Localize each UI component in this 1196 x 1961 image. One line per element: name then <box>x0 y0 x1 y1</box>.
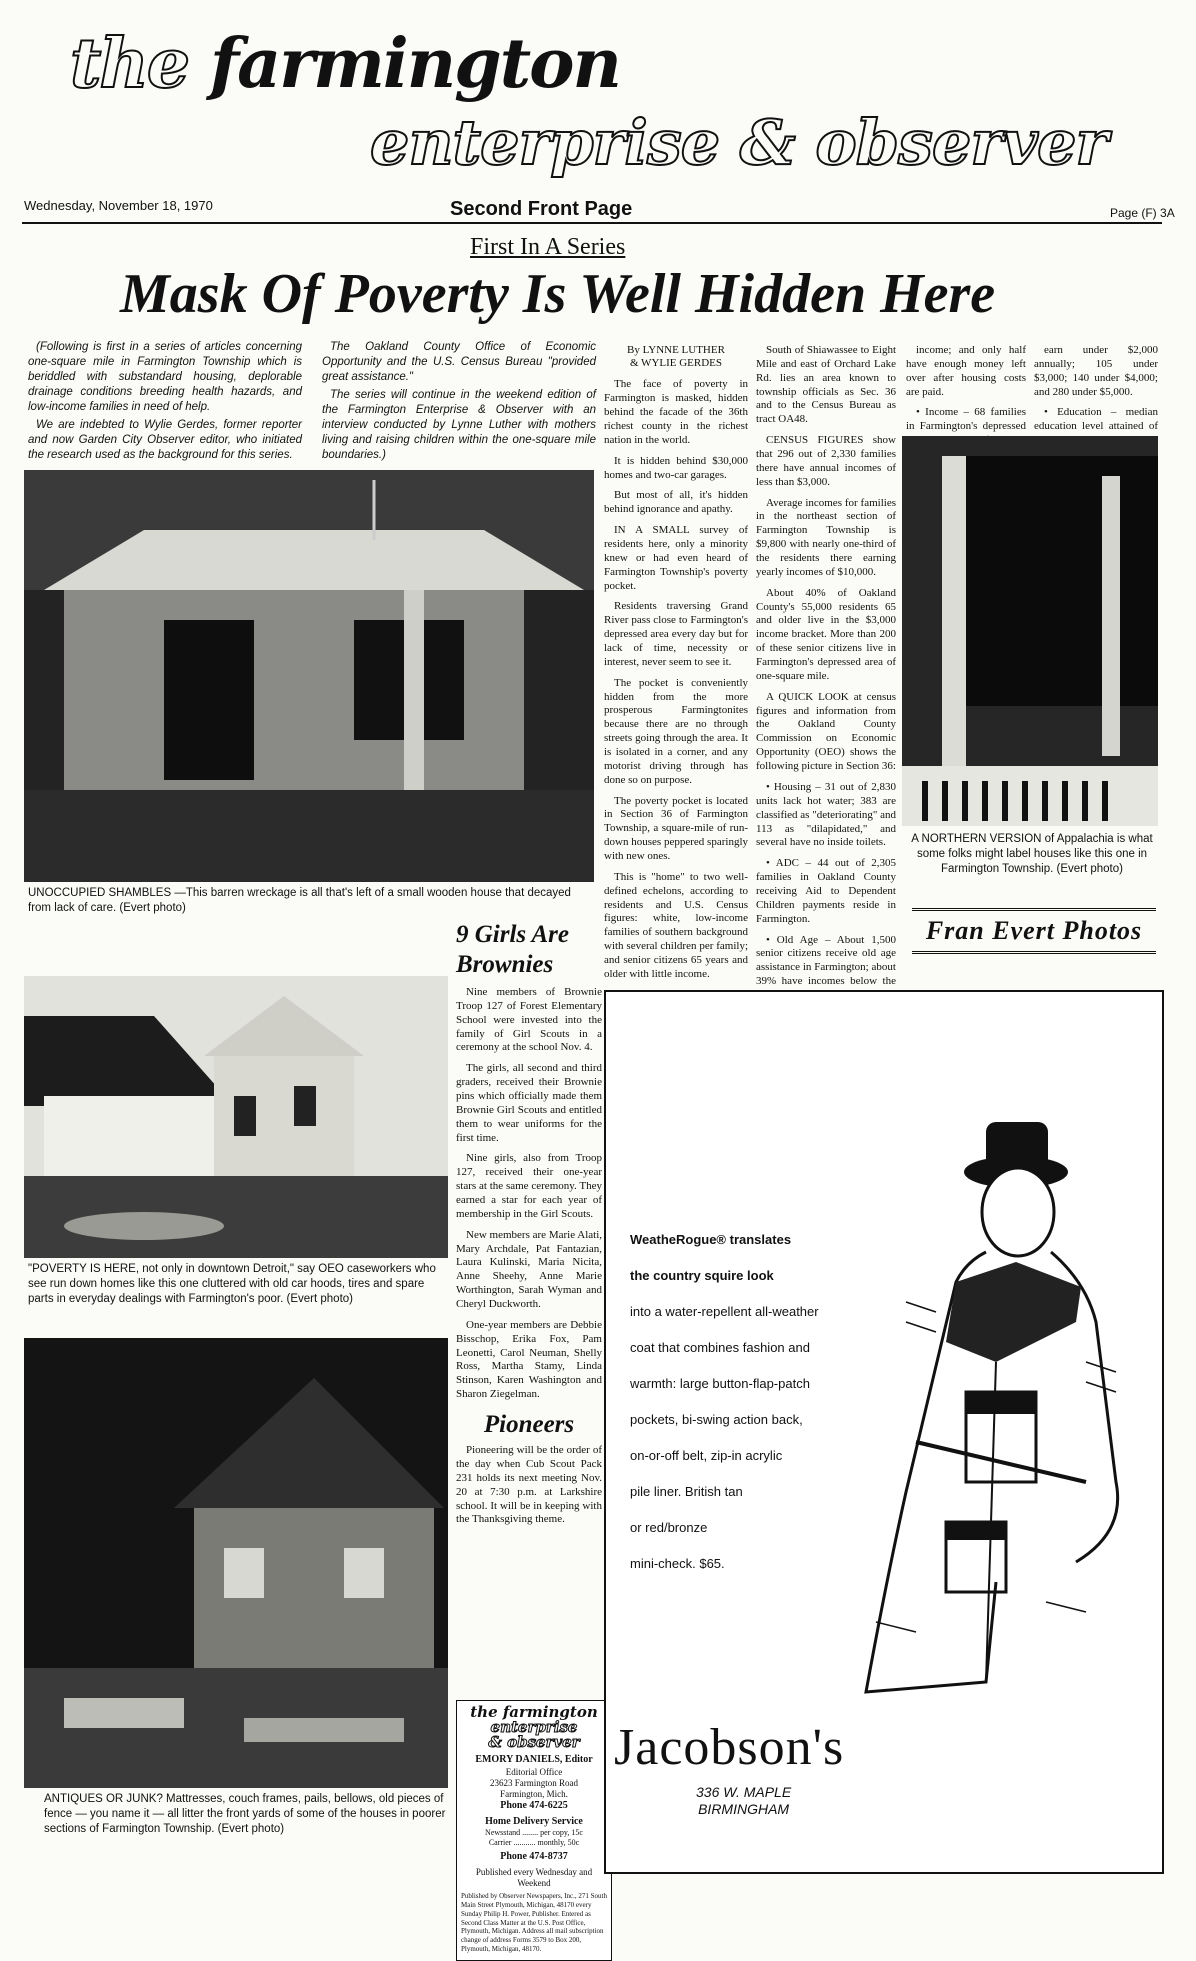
story-headline: Mask Of Poverty Is Well Hidden Here <box>120 263 996 325</box>
intro-paragraph: We are indebted to Wylie Gerdes, former reporter and now Garden City Observer editor, who initiated the research used as the background for this series. <box>28 418 302 461</box>
jacobsons-ad <box>604 990 1164 1874</box>
brownies-paragraph: The girls, all second and third graders, received their Brownie pins which officially made them Brownie Girl Scouts and entitled them to wear uniforms for the first time. <box>456 1062 602 1144</box>
ad-address-line: BIRMINGHAM <box>698 1800 790 1817</box>
story-paragraph: • Income – 68 families in Farmington's depressed <box>906 406 1026 433</box>
pioneers-headline: Pioneers <box>483 1411 575 1439</box>
story-paragraph: • Housing – 31 out of 2,830 units lack hot water; 383 are classified as "deteriorating" and 113 as "dilapidated," and several have no inside toilets. <box>756 780 897 849</box>
ad-copy-line: the country squire look <box>630 1268 774 1283</box>
intro-paragraph: (Following is first in a series of articles concerning one-square mile in Farmington Township which is beriddled with substandard housing, deplorable drainage conditions breeding health hazards, and low-income families in need of help. <box>28 341 302 413</box>
brownies-article <box>456 920 602 1534</box>
intro-paragraph: The series will continue in the weekend edition of the Farmington Enterprise & Observer with an interview conducted by Lynne Luther with mothers living and raising children within the one-square mile boundaries.) <box>322 388 596 461</box>
photo-unoccupied-shack <box>24 470 594 882</box>
mini-logo-line: the farmington <box>470 1703 598 1721</box>
byline-line: By LYNNE LUTHER <box>627 344 725 356</box>
staff-office: Editorial Office <box>505 1766 563 1777</box>
staff-fineprint: Published by Observer Newspapers, Inc., 271 South Main Street Plymouth, Michigan, 48170 every Sunday Philip H. Power, Publisher. Entered as Second Class Matter at the U.S. Post Office, Plymouth, Michigan. Address all mail subscription change of address Forms 3579 to Box 200, Plymouth, Michigan, 48170. <box>461 1892 608 1953</box>
masthead-line2: enterprise & observer <box>370 106 1108 179</box>
story-paragraph: About 40% of Oakland County's 55,000 residents 65 and older live in the $3,000 income bracket. More than 200 of these senior citizens live in Farmington's depressed area of one-square mile. <box>756 586 896 682</box>
staff-editor: EMORY DANIELS, Editor <box>475 1754 593 1765</box>
photo-antiques-or-junk <box>24 1338 448 1788</box>
story-paragraph: • Old Age – About 1,500 senior citizens receive old age assistance in Farmington; about 39% have incomes below the <box>756 933 896 988</box>
staff-phone: Phone 474-6225 <box>500 1800 568 1812</box>
ad-copy-line: or red/bronze <box>630 1520 708 1535</box>
masthead-farmington: farmington <box>209 24 620 104</box>
staff-rate: Newsstand ........ per copy, 15c <box>485 1828 583 1838</box>
staff-published: Published every Wednesday and Weekend <box>475 1866 593 1888</box>
intro-column-2 <box>322 340 596 466</box>
ad-copy-line: into a water-repellent all-weather <box>630 1304 819 1319</box>
masthead-the: the <box>70 24 189 104</box>
story-paragraph: IN A SMALL survey of residents here, only a minority knew or had even heard of Farmington Township's poverty pocket. <box>604 524 748 592</box>
header-rule <box>22 222 1162 224</box>
ad-copy-line: pockets, bi-swing action back, <box>630 1412 803 1427</box>
story-paragraph: Residents traversing Grand River pass close to Farmington's depressed area every day but for lack of time, necessity or interest, never seem to see it. <box>604 600 748 668</box>
photo-cluttered-house <box>24 976 448 1258</box>
story-paragraph: The pocket is conveniently hidden from the more prosperous Farmingtonites because there are no through streets going through the area. It is isolated in a corner, and any motorist driving through has done so on purpose. <box>604 676 748 786</box>
story-paragraph: South of Shiawassee to Eight Mile and east of Orchard Lake Rd. lies an area known to township officials as Sec. 36 and to the Census Bureau as tract OA48. <box>756 344 896 426</box>
brownies-headline-2: Brownies <box>456 951 554 978</box>
brownies-paragraph: Nine members of Brownie Troop 127 of Forest Elementary School were invested into the family of Girl Scouts in a ceremony at the school Nov. 4. <box>456 986 602 1054</box>
intro-column-1 <box>28 340 302 466</box>
staff-address: 23623 Farmington Road <box>490 1777 578 1788</box>
issue-date: Wednesday, November 18, 1970 <box>24 198 213 213</box>
ad-store-name: Jacobson's <box>614 1719 845 1776</box>
story-paragraph: A QUICK LOOK at census figures and information from the Oakland County Commission on Economic Opportunity (OEO) shows the following picture in Section 36: <box>756 690 896 773</box>
intro-paragraph: The Oakland County Office of Economic Opportunity and the U.S. Census Bureau "provided great assistance." <box>322 341 596 383</box>
brownies-headline-1: 9 Girls Are <box>456 921 569 948</box>
ad-copy-line: mini-check. $65. <box>630 1556 725 1571</box>
page-number: Page (F) 3A <box>1110 206 1175 220</box>
story-kicker: First In A Series <box>470 234 626 260</box>
staff-rate: Carrier ........... monthly, 50c <box>488 1838 580 1848</box>
story-paragraph: CENSUS FIGURES show that 296 out of 2,330 families there have annual incomes of less than $3,000. <box>756 434 896 488</box>
story-paragraph: • ADC – 44 out of 2,305 families in Oakland County receiving Aid to Dependent Children payments reside in Farmington. <box>756 857 896 925</box>
photo-caption-2: "POVERTY IS HERE, not only in downtown Detroit," say OEO caseworkers who see run down homes like this one cluttered with old car hoods, tires and spare parts in everyday dealings with Farmington's poor. (Evert photo) <box>28 1263 436 1305</box>
photo-northern-appalachia <box>902 436 1158 826</box>
story-paragraph: income; and only half have enough money left over after housing costs are paid. <box>906 344 1026 398</box>
story-paragraph: But most of all, it's hidden behind ignorance and apathy. <box>604 489 748 516</box>
photo-caption-1: UNOCCUPIED SHAMBLES —This barren wreckage is all that's left of a small wooden house that decayed from lack of care. (Evert photo) <box>28 887 571 914</box>
story-paragraph: • Education – median education level attained of <box>1034 406 1158 433</box>
ad-store-address <box>696 1784 791 1818</box>
story-paragraph: The face of poverty in Farmington is masked, hidden behind the facade of the 36th richest county in the richest nation in the world. <box>604 378 748 446</box>
staff-phone-2: Phone 474-8737 <box>500 1851 568 1863</box>
story-paragraph: Average incomes for families in the northeast section of Farmington Township is $9,800 with nearly one-third of the residents there earning yearly incomes of $10,000. <box>756 496 896 578</box>
ad-copy-line: pile liner. British tan <box>630 1484 743 1499</box>
pioneers-paragraph: Pioneering will be the order of the day when Cub Scout Pack 231 holds its next meeting Nov. 20 at 7:30 p.m. at Larkshire school. It will be in keeping with the Thanksgiving theme. <box>456 1444 602 1526</box>
ad-copy-line: on-or-off belt, zip-in acrylic <box>630 1448 783 1463</box>
ad-copy-line: warmth: large button-flap-patch <box>630 1376 810 1391</box>
story-paragraph: The poverty pocket is located in Section 36 of Farmington Township, a square-mile of run-down houses peppered sparingly with new ones. <box>604 794 748 863</box>
staff-address: Farmington, Mich. <box>500 1789 568 1799</box>
story-paragraph: It is hidden behind $30,000 homes and two-car garages. <box>604 454 748 481</box>
ad-copy-line: coat that combines fashion and <box>630 1340 810 1355</box>
staff-box <box>456 1700 612 1961</box>
photo-caption-4: A NORTHERN VERSION of Appalachia is what some folks might label houses like this one in Farmington Township. (Evert photo) <box>911 833 1153 875</box>
mini-logo-line: & observer <box>488 1733 580 1751</box>
mini-logo-line: enterprise <box>490 1718 578 1736</box>
photo-credit: Fran Evert Photos <box>912 908 1156 954</box>
brownies-paragraph: One-year members are Debbie Bisschop, Erika Fox, Pam Leonetti, Carol Neuman, Shelly Ross, Martha Stamy, Linda Stinson, Karen Washington and Sharon Ziegelman. <box>456 1318 602 1401</box>
byline <box>604 344 748 370</box>
byline-line: & WYLIE GERDES <box>629 357 723 370</box>
story-column-1 <box>604 344 748 989</box>
brownies-paragraph: New members are Marie Alati, Mary Archdale, Pat Fantazian, Laura Kulinski, Maria Nicita, Anne Sheehy, Anne Marie Worthington, Sarah Wyman and Cheryl Duckworth. <box>456 1228 602 1311</box>
ad-copy-line: WeatheRogue® translates <box>630 1232 792 1247</box>
ad-address-line: 336 W. MAPLE <box>696 1784 792 1800</box>
masthead-line1 <box>70 24 620 104</box>
section-title: Second Front Page <box>450 198 633 220</box>
photo-caption-3: ANTIQUES OR JUNK? Mattresses, couch frames, pails, bellows, old pieces of fence — you name it — all litter the front yards of some of the houses in poorer sections of Farmington Township. (Evert photo) <box>44 1793 446 1835</box>
story-paragraph: earn under $2,000 annually; 105 under $3,000; 140 under $4,000; and 280 under $5,000. <box>1034 344 1158 398</box>
story-paragraph: This is "home" to two well-defined echelons, according to residents and U.S. Census figures: white, low-income families of southern background with several children per family; and senior citizens 65 years and older with little income. <box>604 870 748 980</box>
ad-illustration-man-in-coat <box>846 1062 1146 1702</box>
brownies-paragraph: Nine girls, also from Troop 127, received their one-year stars at the same ceremony. They earned a star for each year of membership in the Girl Scouts. <box>456 1152 602 1220</box>
staff-delivery: Home Delivery Service <box>485 1815 583 1827</box>
story-column-2 <box>756 344 896 1024</box>
